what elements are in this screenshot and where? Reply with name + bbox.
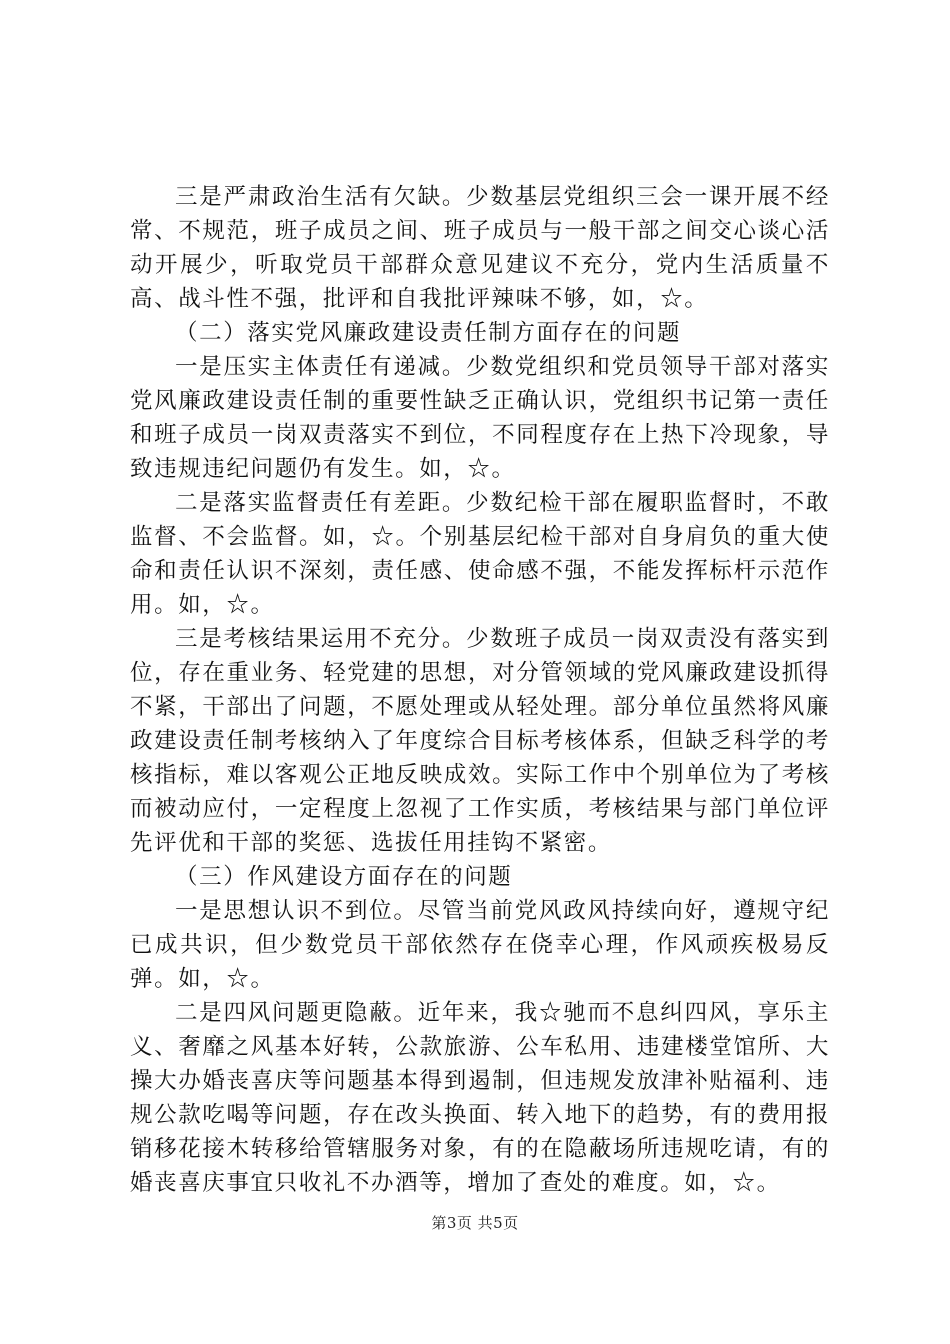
paragraph-2: 一是压实主体责任有递减。少数党组织和党员领导干部对落实党风廉政建设责任制的重要性缺乏正确认识，党组织书记第一责任和班子成员一岗双责落实不到位，不同程度存在上热下冷现象，导致违规违纪问题仍有发生。如，☆。 [130,354,830,482]
page-footer [0,1212,950,1233]
paragraph-4: 三是考核结果运用不充分。少数班子成员一岗双责没有落实到位，存在重业务、轻党建的思想，对分管领域的党风廉政建设抓得不紧，干部出了问题，不愿处理或从轻处理。部分单位虽然将风廉政建设责任制考核纳入了年度综合目标考核体系，但缺乏科学的考核指标，难以客观公正地反映成效。实际工作中个别单位为了考核而被动应付，一定程度上忽视了工作实质，考核结果与部门单位评先评优和干部的奖惩、选拔任用挂钩不紧密。 [130,626,830,856]
section-heading-2: （二）落实党风廉政建设责任制方面存在的问题 [175,320,682,346]
paragraph-1: 三是严肃政治生活有欠缺。少数基层党组织三会一课开展不经常、不规范，班子成员之间、班子成员与一般干部之间交心谈心活动开展少，听取党员干部群众意见建议不充分，党内生活质量不高、战斗性不强，批评和自我批评辣味不够，如，☆。 [130,184,830,312]
paragraph-3: 二是落实监督责任有差距。少数纪检干部在履职监督时，不敢监督、不会监督。如，☆。个别基层纪检干部对自身肩负的重大使命和责任认识不深刻，责任感、使命感不强，不能发挥标杆示范作用。如，☆。 [130,490,830,618]
section-heading-3: （三）作风建设方面存在的问题 [175,864,513,890]
document-body [130,180,830,1200]
page-number-label: 第3页 共5页 [431,1214,519,1232]
paragraph-5: 一是思想认识不到位。尽管当前党风政风持续向好，遵规守纪已成共识，但少数党员干部依然存在侥幸心理，作风顽疾极易反弹。如，☆。 [130,898,830,992]
paragraph-6: 二是四风问题更隐蔽。近年来，我☆驰而不息纠四风，享乐主义、奢靡之风基本好转，公款旅游、公车私用、违建楼堂馆所、大操大办婚丧喜庆等问题基本得到遏制，但违规发放津补贴福利、违规公款吃喝等问题，存在改头换面、转入地下的趋势，有的费用报销移花接木转移给管辖服务对象，有的在隐蔽场所违规吃请，有的婚丧喜庆事宜只收礼不办酒等，增加了查处的难度。如，☆。 [130,1000,830,1196]
